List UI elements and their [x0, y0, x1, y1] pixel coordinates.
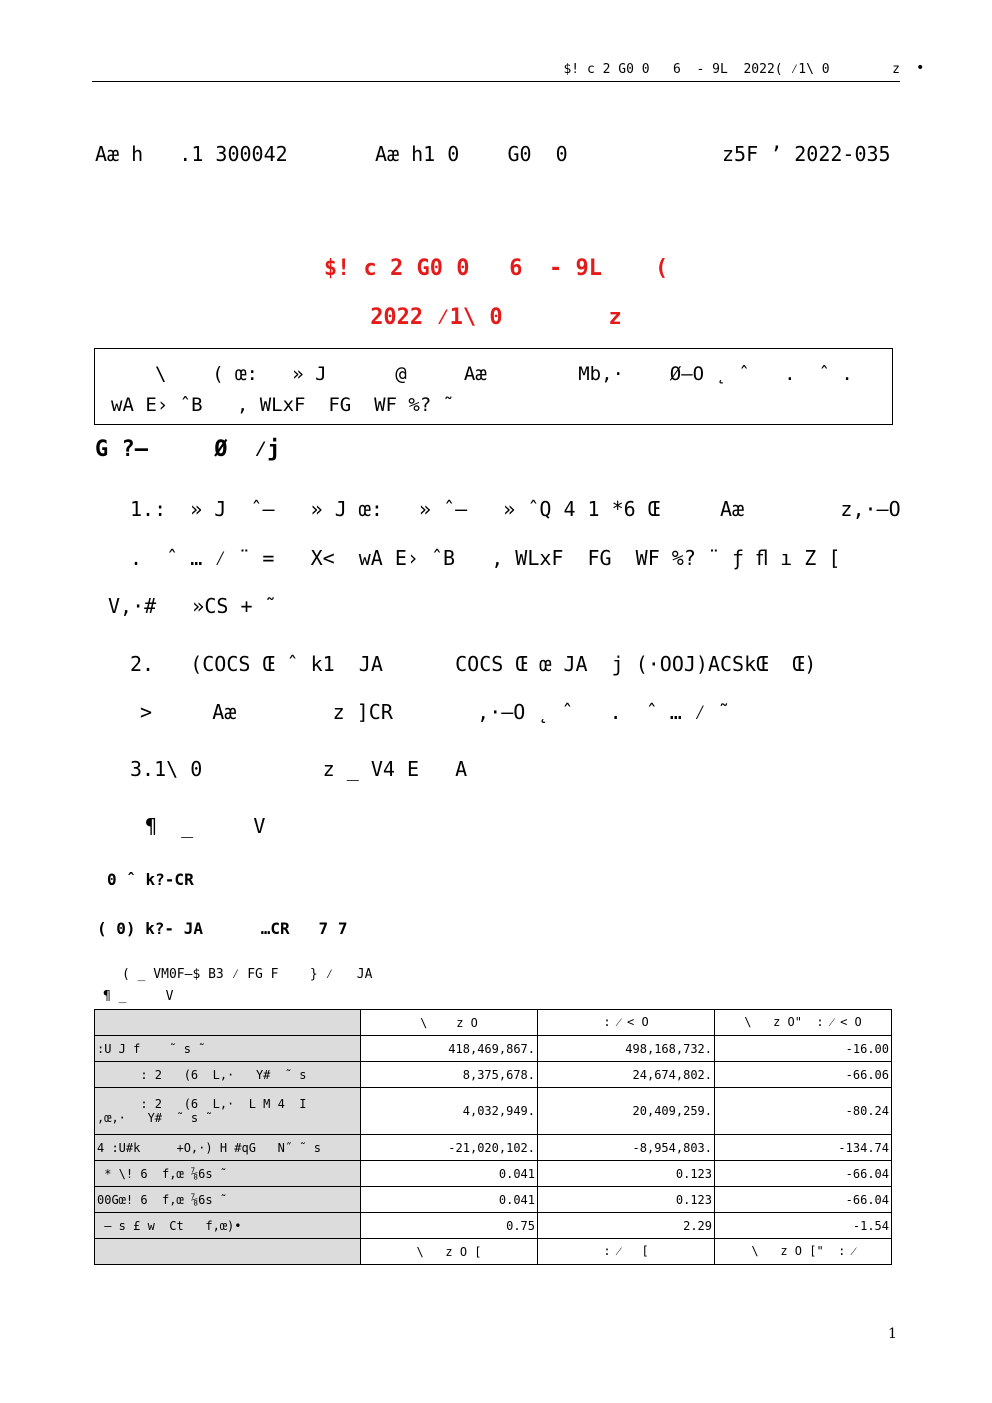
section-heading-financial-data: ( 0) k?- JA …CR 7 7: [97, 919, 348, 938]
table-header-row: [95, 1010, 892, 1036]
running-header: $! c 2 G0 0 6 - 9L 2022( ⁄1\ 0 z: [563, 62, 900, 77]
table-row-label: : 2 (6 L,· Y# ˜ s: [95, 1062, 361, 1088]
table-footer-cell: \ z O [" : ⁄: [715, 1239, 892, 1265]
table-header-cell: : ⁄ < O: [538, 1010, 715, 1036]
disclaimer-line2: wA E› ˆB , WLxF FG WF %? ˜: [111, 394, 455, 416]
document-title-line1: $! c 2 G0 0 6 - 9L (: [323, 256, 669, 281]
table-row: [95, 1161, 892, 1187]
table-row-label: 00Gœ! 6 f,œ ⅞6s ˜: [95, 1187, 361, 1213]
table-note-line2: ¶ _ V: [103, 989, 174, 1004]
section-heading-company-info: 0 ˆ k?-CR: [107, 870, 194, 889]
table-row-label: – s £ w Ct f,œ)•: [95, 1213, 361, 1239]
table-header-cell: \ z O: [361, 1010, 538, 1036]
table-row: [95, 1213, 892, 1239]
table-row-label: : 2 (6 L,· L M 4 I ,œ,· Y# ˜ s ˜: [95, 1088, 361, 1135]
table-footer-cell: [95, 1239, 361, 1265]
table-cell: 0.123: [538, 1161, 715, 1187]
table-header-cell: \ z O" : ⁄ < O: [715, 1010, 892, 1036]
announcement-number: z5F ’ 2022-035: [722, 142, 891, 166]
table-row: [95, 1036, 892, 1062]
table-cell: -21,020,102.: [361, 1135, 538, 1161]
table-cell: -16.00: [715, 1036, 892, 1062]
table-footer-row: [95, 1239, 892, 1265]
paragraph-3: 3.1\ 0 z _ V4 E A: [130, 757, 468, 781]
table-note-line1: ( _ VM0F–$ B3 ⁄ FG F } ⁄ JA: [122, 967, 373, 982]
table-row-label: 4 :U#k +O,·) H #qG N˝ ˜ s: [95, 1135, 361, 1161]
disclaimer-box: [94, 348, 893, 425]
paragraph-1-line3: V,·# »CS + ˜: [108, 594, 277, 618]
table-row: [95, 1062, 892, 1088]
table-cell: 0.75: [361, 1213, 538, 1239]
table-cell: -80.24: [715, 1088, 892, 1135]
section-heading-important-notice: G ?– Ø ⁄j: [95, 437, 281, 462]
table-cell: 8,375,678.: [361, 1062, 538, 1088]
paragraph-2-line1: 2. (COCS Œ ˆ k1 JA COCS Œ œ JA j (·OOJ)ACSkŒ Œ): [130, 652, 817, 676]
table-cell: 0.123: [538, 1187, 715, 1213]
financial-data-table: [94, 1009, 892, 1265]
disclaimer-line1: \ ( œ: » J @ Aæ Mb,· Ø–O ˛ ˆ . ˆ .: [155, 363, 853, 385]
table-cell: -66.04: [715, 1161, 892, 1187]
table-cell: -66.04: [715, 1187, 892, 1213]
document-title-line2: 2022 ⁄1\ 0 z: [370, 305, 622, 330]
header-rule: [92, 81, 900, 82]
table-footer-cell: \ z O [: [361, 1239, 538, 1265]
table-cell: 0.041: [361, 1161, 538, 1187]
table-row: [95, 1088, 892, 1135]
table-cell: 4,032,949.: [361, 1088, 538, 1135]
table-cell: -1.54: [715, 1213, 892, 1239]
paragraph-2-line2: > Aæ z ]CR ,·–O ˛ ˆ . ˆ … ⁄ ˜: [140, 700, 730, 724]
table-row: [95, 1187, 892, 1213]
table-cell: 0.041: [361, 1187, 538, 1213]
table-cell: 498,168,732.: [538, 1036, 715, 1062]
table-cell: 24,674,802.: [538, 1062, 715, 1088]
paragraph-1-line1: 1.: » J ˆ– » J œ: » ˆ– » ˆQ 4 1 *6 Œ Aæ z,·–O: [130, 497, 901, 521]
table-row: [95, 1135, 892, 1161]
paragraph-4: ¶ _ V: [145, 814, 266, 838]
table-header-cell: [95, 1010, 361, 1036]
table-cell: 20,409,259.: [538, 1088, 715, 1135]
stock-code: Aæ h .1 300042: [95, 142, 288, 166]
table-cell: -134.74: [715, 1135, 892, 1161]
paragraph-1-line2: . ˆ … ⁄ ¨ = X< wA E› ˆB , WLxF FG WF %? ¨ ƒ ﬂ ı Z [: [130, 546, 841, 570]
table-cell: 2.29: [538, 1213, 715, 1239]
table-cell: 418,469,867.: [361, 1036, 538, 1062]
page-number: 1: [888, 1326, 897, 1342]
table-row-label: * \! 6 f,œ ⅞6s ˜: [95, 1161, 361, 1187]
stock-abbreviation: Aæ h1 0 G0 0: [375, 142, 568, 166]
header-bullet: •: [916, 60, 925, 76]
table-footer-cell: : ⁄ [: [538, 1239, 715, 1265]
table-cell: -8,954,803.: [538, 1135, 715, 1161]
table-row-label: :U J f ˜ s ˜: [95, 1036, 361, 1062]
table-cell: -66.06: [715, 1062, 892, 1088]
